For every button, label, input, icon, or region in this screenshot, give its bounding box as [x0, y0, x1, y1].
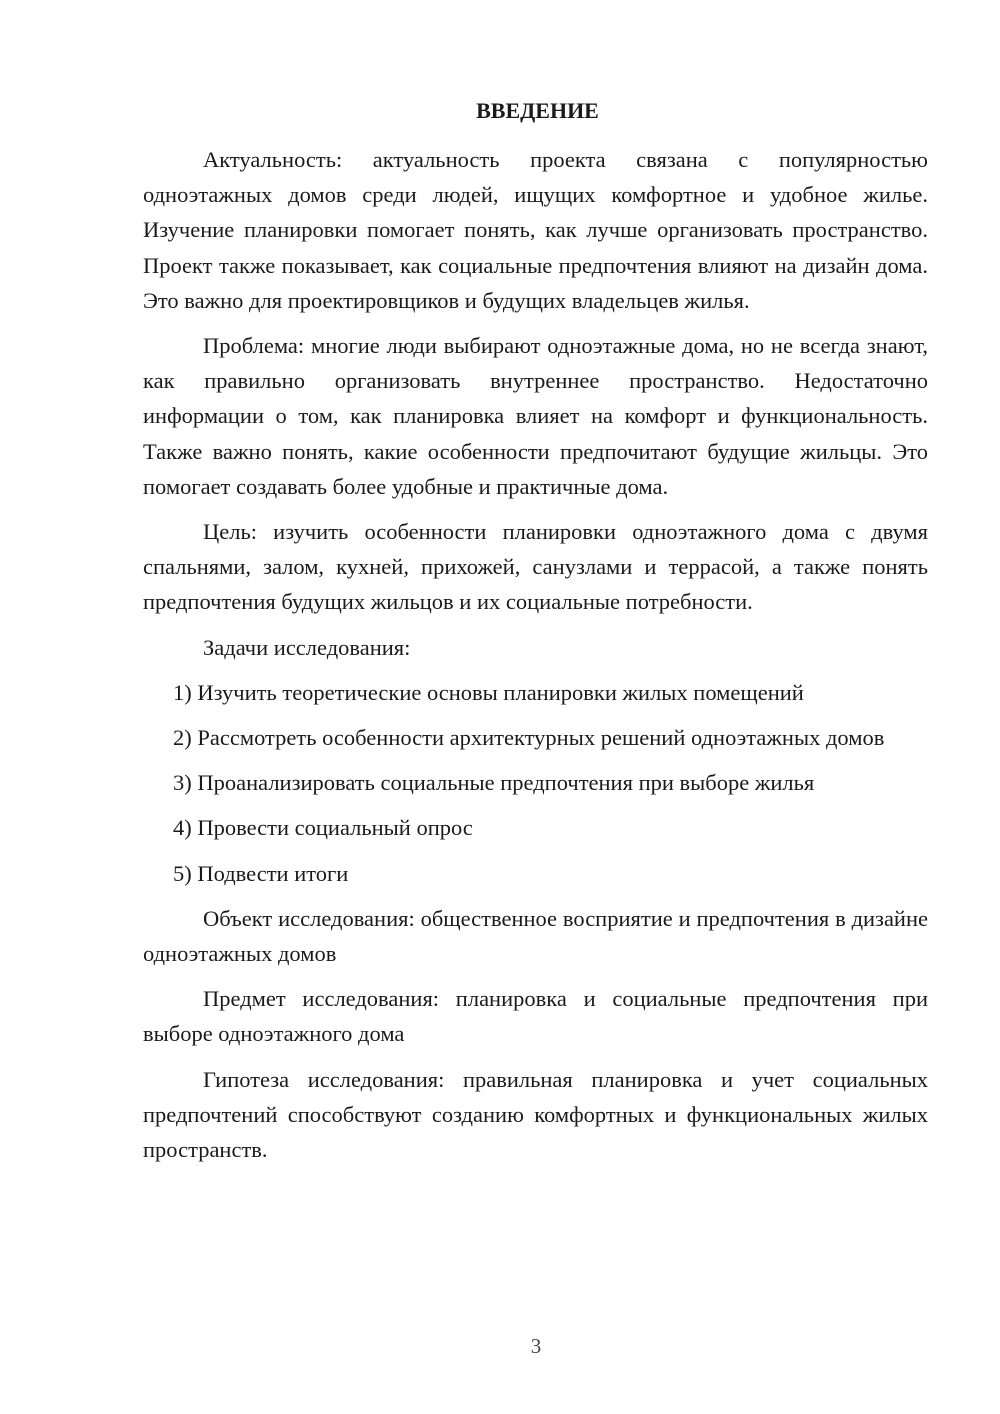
section-heading: ВВЕДЕНИЕ	[476, 98, 599, 123]
paragraph-subject: Предмет исследования: планировка и социальные предпочтения при выборе одноэтажного дома	[143, 986, 928, 1047]
paragraph-hypothesis: Гипотеза исследования: правильная планировка и учет социальных предпочтений способствуют созданию комфортных и функциональных жилых пространств.	[143, 1066, 928, 1163]
page-number: 3	[530, 1334, 542, 1358]
paragraph-goal: Цель: изучить особенности планировки одноэтажного дома с двумя спальнями, залом, кухней, прихожей, санузлами и террасой, а также понять предпочтения будущих жильцов и их социальные потребности.	[143, 519, 928, 615]
paragraph-relevance: Актуальность: актуальность проекта связана с популярностью одноэтажных домов среди людей, ищущих комфортное и удобное жилье. Изучение планировки помогает понять, как лучше организовать пространство. Проект также показывает, как социальные предпочтения влияют на дизайн дома. Это важно для проектировщиков и будущих владельцев жилья.	[143, 147, 928, 313]
task-item-5: 5) Подвести итоги	[173, 860, 349, 886]
paragraph-problem: Проблема: многие люди выбирают одноэтажные дома, но не всегда знают, как правильно организовать внутреннее пространство. Недостаточно информации о том, как планировка влияет на комфорт и функциональность. Также важно понять, какие особенности предпочитают будущие жильцы. Это помогает создавать более удобные и практичные дома.	[143, 333, 928, 499]
paragraph-tasks-intro: Задачи исследования:	[203, 634, 411, 660]
task-item-2: 2) Рассмотреть особенности архитектурных решений одноэтажных домов	[173, 725, 885, 751]
paragraph-object: Объект исследования: общественное восприятие и предпочтения в дизайне одноэтажных домов	[143, 905, 928, 967]
task-item-1: 1) Изучить теоретические основы планировки жилых помещений	[173, 679, 804, 705]
document-body	[143, 96, 928, 1177]
task-item-4: 4) Провести социальный опрос	[173, 815, 473, 841]
task-item-3: 3) Проанализировать социальные предпочтения при выборе жилья	[173, 770, 815, 796]
